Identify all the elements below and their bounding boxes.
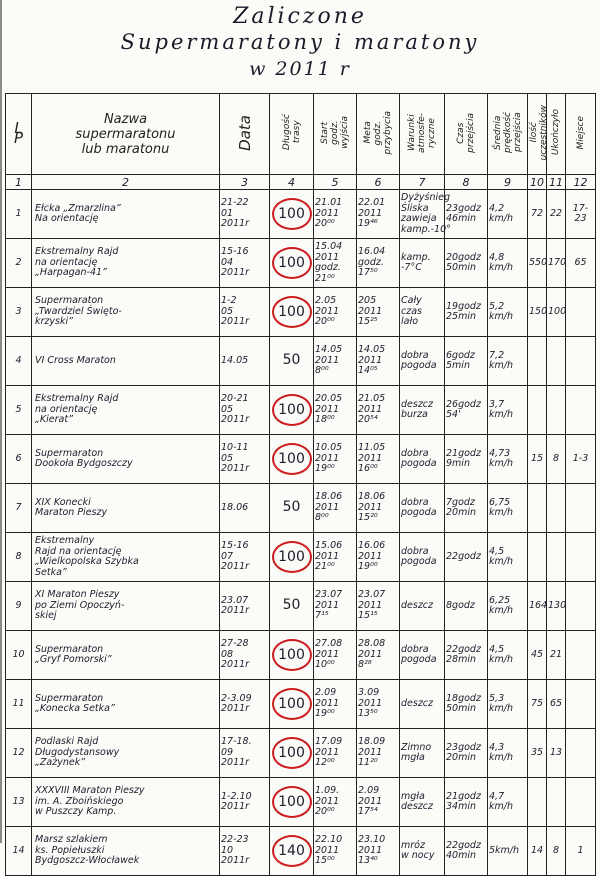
table-row: [6, 778, 596, 827]
finishers-count: 100: [547, 288, 566, 337]
distance-value: [270, 435, 314, 484]
finishers-count: 8: [547, 435, 566, 484]
finishers-count: [547, 484, 566, 533]
header-speed: Średnia prędkość przejścia: [488, 94, 528, 175]
start-time: 21.01 2011 20⁰⁰: [314, 190, 357, 239]
event-date: 1-2.10 2011r: [220, 778, 270, 827]
finish-time: 23.07 2011 15¹⁵: [357, 582, 400, 631]
row-number: 6: [6, 435, 32, 484]
finish-time: 22.01 2011 19⁴⁶: [357, 190, 400, 239]
average-speed: 5km/h: [488, 827, 528, 876]
marathon-name: XXXVIII Maraton Pieszy im. A. Zboińskiego w Puszczy Kamp.: [32, 778, 220, 827]
circled-distance: 100: [272, 541, 312, 573]
column-number: 1: [6, 175, 32, 190]
row-number: 12: [6, 729, 32, 778]
row-number: 10: [6, 631, 32, 680]
walk-duration: 7godz 20min: [445, 484, 488, 533]
finish-time: 2.09 2011 17⁵⁴: [357, 778, 400, 827]
header-finishers: Ukończyło: [547, 94, 566, 175]
finishers-count: 130: [547, 582, 566, 631]
weather-conditions: dobra pogoda: [400, 631, 445, 680]
table-row: [6, 435, 596, 484]
event-date: 2-3.09 2011r: [220, 680, 270, 729]
circled-distance: 100: [272, 737, 312, 769]
finishers-count: [547, 533, 566, 582]
finishers-count: 22: [547, 190, 566, 239]
marathon-name: Ekstremalny Rajd na orientację „Kierat”: [32, 386, 220, 435]
distance-text: 50: [282, 498, 301, 515]
average-speed: 3,7 km/h: [488, 386, 528, 435]
participants-count: [528, 337, 547, 386]
column-number: 8: [445, 175, 488, 190]
average-speed: 5,3 km/h: [488, 680, 528, 729]
participants-count: 15: [528, 435, 547, 484]
event-date: 23.07 2011r: [220, 582, 270, 631]
row-number: 1: [6, 190, 32, 239]
finish-time: 3.09 2011 13⁵⁰: [357, 680, 400, 729]
column-number: 11: [547, 175, 566, 190]
header-participants: Ilość uczestników: [528, 94, 547, 175]
results-table: [5, 93, 596, 876]
start-time: 17.09 2011 12⁰⁰: [314, 729, 357, 778]
distance-text: 50: [282, 351, 301, 368]
distance-value: [270, 190, 314, 239]
finish-time: 14.05 2011 14⁰⁵: [357, 337, 400, 386]
marathon-name: Ełcka „Zmarzlina” Na orientację: [32, 190, 220, 239]
marathon-name: Ekstremalny Rajd na orientację „Wielkopolska Szybka Setka”: [32, 533, 220, 582]
scan-edge: [0, 0, 2, 843]
finishers-count: 21: [547, 631, 566, 680]
place-value: [566, 582, 596, 631]
event-date: 21-22 01 2011r: [220, 190, 270, 239]
table-row: [6, 239, 596, 288]
weather-conditions: mróz w nocy: [400, 827, 445, 876]
distance-value: [270, 582, 314, 631]
finishers-count: [547, 337, 566, 386]
distance-value: [270, 631, 314, 680]
participants-count: 72: [528, 190, 547, 239]
place-value: [566, 337, 596, 386]
walk-duration: 21godz 9min: [445, 435, 488, 484]
column-number: 5: [314, 175, 357, 190]
marathon-name: Supermaraton Dookoła Bydgoszczy: [32, 435, 220, 484]
start-time: 20.05 2011 18⁰⁰: [314, 386, 357, 435]
walk-duration: 23godz 20min: [445, 729, 488, 778]
start-time: 14.05 2011 8⁰⁰: [314, 337, 357, 386]
average-speed: 6,75 km/h: [488, 484, 528, 533]
walk-duration: 23godz 46min: [445, 190, 488, 239]
finish-time: 18.09 2011 11²⁰: [357, 729, 400, 778]
header-distance: Długość trasy: [270, 94, 314, 175]
table-row: [6, 337, 596, 386]
start-time: 18.06 2011 8⁰⁰: [314, 484, 357, 533]
header-row: [6, 94, 596, 175]
average-speed: 4,2 km/h: [488, 190, 528, 239]
participants-count: 45: [528, 631, 547, 680]
start-time: 2.09 2011 19⁰⁰: [314, 680, 357, 729]
finish-time: 16.04 godz. 17⁵⁰: [357, 239, 400, 288]
place-value: [566, 680, 596, 729]
circled-distance: 100: [272, 639, 312, 671]
circled-distance: 100: [272, 786, 312, 818]
place-value: [566, 484, 596, 533]
finish-time: 205 2011 15²⁵: [357, 288, 400, 337]
average-speed: 4,73 km/h: [488, 435, 528, 484]
place-value: [566, 288, 596, 337]
row-number: 11: [6, 680, 32, 729]
marathon-name: Marsz szlakiem ks. Popiełuszki Bydgoszcz-Włocławek: [32, 827, 220, 876]
table-row: [6, 484, 596, 533]
event-date: 1-2 05 2011r: [220, 288, 270, 337]
distance-value: [270, 386, 314, 435]
participants-count: 14: [528, 827, 547, 876]
weather-conditions: deszcz: [400, 680, 445, 729]
distance-value: [270, 288, 314, 337]
average-speed: 6,25 km/h: [488, 582, 528, 631]
distance-value: [270, 729, 314, 778]
start-time: 15.06 2011 21⁰⁰: [314, 533, 357, 582]
weather-conditions: Dyżyśnieg Śliska zawieja kamp.-10°: [400, 190, 445, 239]
circled-distance: 100: [272, 688, 312, 720]
row-number: 3: [6, 288, 32, 337]
header-start: Start godz. wyjścia: [314, 94, 357, 175]
average-speed: 5,2 km/h: [488, 288, 528, 337]
place-value: 17-23: [566, 190, 596, 239]
event-date: 27-28 08 2011r: [220, 631, 270, 680]
column-number: 4: [270, 175, 314, 190]
marathon-name: Ekstremalny Rajd na orientację „Harpagan-41”: [32, 239, 220, 288]
walk-duration: 20godz 50min: [445, 239, 488, 288]
distance-value: [270, 533, 314, 582]
column-number: 7: [400, 175, 445, 190]
participants-count: [528, 778, 547, 827]
header-date: Data: [220, 94, 270, 175]
column-number: 3: [220, 175, 270, 190]
participants-count: [528, 484, 547, 533]
walk-duration: 22godz: [445, 533, 488, 582]
distance-value: [270, 239, 314, 288]
distance-value: [270, 778, 314, 827]
header-lp: L P: [6, 94, 32, 175]
start-time: 22.10 2011 15⁰⁰: [314, 827, 357, 876]
table-row: [6, 827, 596, 876]
table-row: [6, 190, 596, 239]
finishers-count: [547, 778, 566, 827]
header-place: Miejsce: [566, 94, 596, 175]
weather-conditions: kamp. -7°C: [400, 239, 445, 288]
row-number: 8: [6, 533, 32, 582]
finish-time: 16.06 2011 19⁰⁰: [357, 533, 400, 582]
place-value: 65: [566, 239, 596, 288]
event-date: 17-18. 09 2011r: [220, 729, 270, 778]
column-number-row: [6, 175, 596, 190]
place-value: [566, 386, 596, 435]
place-value: 1: [566, 827, 596, 876]
weather-conditions: dobra pogoda: [400, 533, 445, 582]
distance-value: [270, 337, 314, 386]
average-speed: 4,5 km/h: [488, 533, 528, 582]
table-row: [6, 729, 596, 778]
table-row: [6, 680, 596, 729]
finishers-count: [547, 386, 566, 435]
weather-conditions: Cały czas lało: [400, 288, 445, 337]
event-date: 15-16 04 2011r: [220, 239, 270, 288]
row-number: 14: [6, 827, 32, 876]
title-line-3: w 2011 r: [249, 58, 351, 80]
circled-distance: 140: [272, 835, 312, 867]
column-number: 2: [32, 175, 220, 190]
row-number: 7: [6, 484, 32, 533]
circled-distance: 100: [272, 394, 312, 426]
finishers-count: 8: [547, 827, 566, 876]
marathon-name: XI Maraton Pieszy po Ziemi Opoczyń- skiej: [32, 582, 220, 631]
participants-count: [528, 386, 547, 435]
title-line-1: Zaliczone: [233, 4, 367, 29]
header-time: Czas przejścia: [445, 94, 488, 175]
weather-conditions: dobra pogoda: [400, 337, 445, 386]
event-date: 14.05: [220, 337, 270, 386]
finish-time: 18.06 2011 15²⁰: [357, 484, 400, 533]
finishers-count: 170: [547, 239, 566, 288]
column-number: 10: [528, 175, 547, 190]
finish-time: 11.05 2011 16⁰⁰: [357, 435, 400, 484]
column-number: 12: [566, 175, 596, 190]
circled-distance: 100: [272, 247, 312, 279]
table-row: [6, 288, 596, 337]
start-time: 23.07 2011 7¹⁵: [314, 582, 357, 631]
place-value: 1-3: [566, 435, 596, 484]
weather-conditions: dobra pogoda: [400, 484, 445, 533]
start-time: 10.05 2011 19⁰⁰: [314, 435, 357, 484]
average-speed: 4,5 km/h: [488, 631, 528, 680]
event-date: 18.06: [220, 484, 270, 533]
event-date: 10-11 05 2011r: [220, 435, 270, 484]
weather-conditions: deszcz burza: [400, 386, 445, 435]
participants-count: [528, 533, 547, 582]
table-row: [6, 386, 596, 435]
finish-time: 21.05 2011 20⁵⁴: [357, 386, 400, 435]
weather-conditions: mgła deszcz: [400, 778, 445, 827]
finishers-count: 13: [547, 729, 566, 778]
marathon-name: Podlaski Rajd Długodystansowy „Zażynek”: [32, 729, 220, 778]
walk-duration: 21godz 34min: [445, 778, 488, 827]
walk-duration: 26godz 54': [445, 386, 488, 435]
participants-count: 150: [528, 288, 547, 337]
row-number: 13: [6, 778, 32, 827]
weather-conditions: Zimno mgła: [400, 729, 445, 778]
walk-duration: 22godz 28min: [445, 631, 488, 680]
table-row: [6, 582, 596, 631]
column-number: 6: [357, 175, 400, 190]
column-number: 9: [488, 175, 528, 190]
participants-count: 35: [528, 729, 547, 778]
distance-value: [270, 484, 314, 533]
distance-text: 50: [282, 596, 301, 613]
header-name: Nazwa supermaratonu lub maratonu: [32, 94, 220, 175]
participants-count: 164: [528, 582, 547, 631]
walk-duration: 18godz 50min: [445, 680, 488, 729]
weather-conditions: dobra pogoda: [400, 435, 445, 484]
finishers-count: 65: [547, 680, 566, 729]
table-row: [6, 533, 596, 582]
marathon-name: VI Cross Maraton: [32, 337, 220, 386]
header-weather: Warunki atmosfe- ryczne: [400, 94, 445, 175]
marathon-name: Supermaraton „Twardziel Święto- krzyski”: [32, 288, 220, 337]
start-time: 27.08 2011 10⁰⁰: [314, 631, 357, 680]
marathon-name: XIX Konecki Maraton Pieszy: [32, 484, 220, 533]
participants-count: 550: [528, 239, 547, 288]
title-line-2: Supermaratony i maratony: [120, 30, 480, 54]
place-value: [566, 778, 596, 827]
start-time: 1.09. 2011 20⁰⁰: [314, 778, 357, 827]
table-row: [6, 631, 596, 680]
walk-duration: 22godz 40min: [445, 827, 488, 876]
row-number: 4: [6, 337, 32, 386]
average-speed: 7,2 km/h: [488, 337, 528, 386]
place-value: [566, 729, 596, 778]
circled-distance: 100: [272, 443, 312, 475]
average-speed: 4,8 km/h: [488, 239, 528, 288]
finish-time: 28.08 2011 8²⁸: [357, 631, 400, 680]
walk-duration: 8godz: [445, 582, 488, 631]
finish-time: 23.10 2011 13⁴⁰: [357, 827, 400, 876]
place-value: [566, 533, 596, 582]
row-number: 2: [6, 239, 32, 288]
walk-duration: 19godz 25min: [445, 288, 488, 337]
start-time: 2.05 2011 20⁰⁰: [314, 288, 357, 337]
event-date: 15-16 07 2011r: [220, 533, 270, 582]
place-value: [566, 631, 596, 680]
row-number: 9: [6, 582, 32, 631]
average-speed: 4,7 km/h: [488, 778, 528, 827]
walk-duration: 6godz 5min: [445, 337, 488, 386]
marathon-name: Supermaraton „Gryf Pomorski”: [32, 631, 220, 680]
circled-distance: 100: [272, 296, 312, 328]
event-date: 22-23 10 2011r: [220, 827, 270, 876]
weather-conditions: deszcz: [400, 582, 445, 631]
marathon-name: Supermaraton „Konecka Setka”: [32, 680, 220, 729]
distance-value: [270, 680, 314, 729]
event-date: 20-21 05 2011r: [220, 386, 270, 435]
header-finish: Meta godz. przybycia: [357, 94, 400, 175]
circled-distance: 100: [272, 198, 312, 230]
distance-value: [270, 827, 314, 876]
row-number: 5: [6, 386, 32, 435]
start-time: 15.04 2011 godz. 21⁰⁰: [314, 239, 357, 288]
average-speed: 4,3 km/h: [488, 729, 528, 778]
participants-count: 75: [528, 680, 547, 729]
